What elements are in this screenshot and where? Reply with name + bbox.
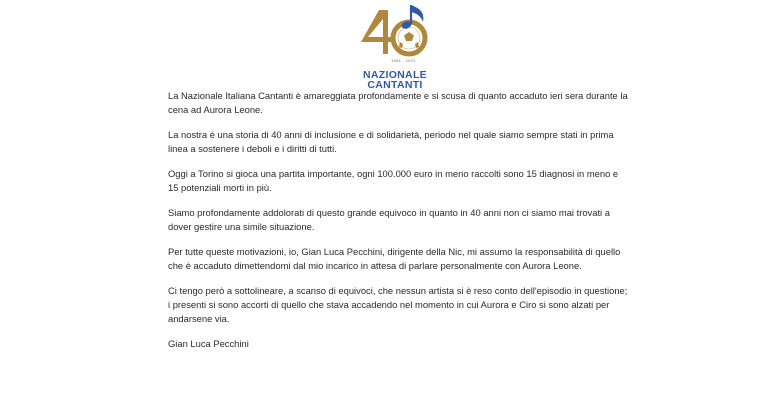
logo-years: 1981 - 2021 — [391, 58, 416, 63]
paragraph-resignation: Per tutte queste motivazioni, io, Gian Luca Pecchini, dirigente della Nic, mi assumo la responsabilità di quello che è accaduto dimettendomi dal mio incarico in attesa di parlare personalmente con Aurora Leone. — [168, 246, 621, 271]
paragraph-clarification: Ci tengo però a sottolineare, a scanso di equivoci, che nessun artista si è reso conto dell'episodio in questione; i presenti si sono accorti di quello che stava accadendo nel momento in cui Aurora e Ciro si sono alzati per andarsene via. — [168, 285, 628, 324]
logo-40-emblem — [353, 2, 435, 66]
paragraph-apology: La Nazionale Italiana Cantanti è amareggiata profondamente e si scusa di quanto accaduto ieri sera durante la cena ad Aurora Leone. — [168, 90, 628, 115]
paragraph-match-today: Oggi a Torino si gioca una partita importante, ogni 100.000 euro in meno raccolti sono 15 diagnosi in meno e 15 potenziali morti in più. — [168, 168, 619, 193]
logo-title-cantanti: CANTANTI — [367, 79, 423, 91]
logo-title-nazionale: NAZIONALE — [363, 69, 427, 81]
paragraph-history: La nostra è una storia di 40 anni di inclusione e di solidarietà, periodo nel quale siamo sempre stati in prima linea a sostenere i deboli e i diritti di tutti. — [168, 129, 614, 154]
paragraph-regret: Siamo profondamente addolorati di questo grande equivoco in quanto in 40 anni non ci siamo mai trovati a dover gestire una simile situazione. — [168, 207, 610, 232]
signature: Gian Luca Pecchini — [168, 338, 249, 349]
statement-letter — [168, 89, 628, 362]
nazionale-cantanti-logo — [345, 2, 445, 94]
